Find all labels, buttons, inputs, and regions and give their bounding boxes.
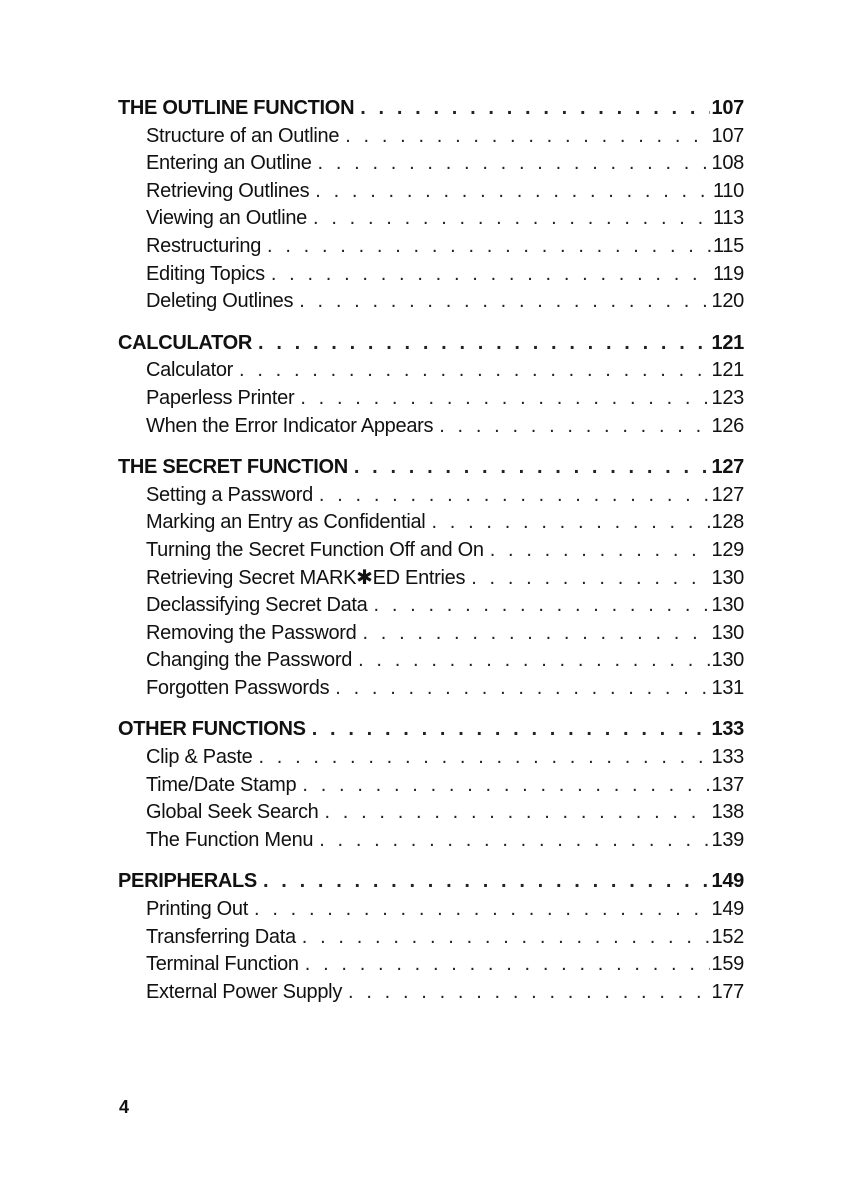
entry-page-number: 133 — [711, 746, 744, 769]
section-page-number: 149 — [711, 870, 744, 893]
dot-leader — [267, 233, 711, 261]
toc-entry — [118, 565, 744, 593]
dot-leader — [490, 537, 710, 565]
toc-entry — [118, 233, 744, 261]
toc-entry — [118, 647, 744, 675]
section-heading — [118, 716, 744, 744]
entry-title: Setting a Password — [146, 483, 313, 506]
entry-page-number: 127 — [711, 483, 744, 506]
toc-entry — [118, 123, 744, 151]
dot-leader — [362, 620, 709, 648]
section-heading — [118, 454, 744, 482]
entry-title: External Power Supply — [146, 980, 343, 1003]
toc-section — [118, 95, 744, 316]
entry-page-number: 119 — [713, 262, 744, 285]
entry-title: Retrieving Secret MARK✱ED Entries — [146, 566, 466, 589]
entry-title: Declassifying Secret Data — [146, 594, 368, 617]
dot-leader — [319, 482, 710, 510]
entry-page-number: 177 — [711, 980, 744, 1003]
section-title: PERIPHERALS — [118, 870, 257, 893]
dot-leader — [358, 647, 709, 675]
entry-page-number: 115 — [713, 234, 744, 257]
section-heading — [118, 95, 744, 123]
section-heading — [118, 868, 744, 896]
dot-leader — [305, 951, 710, 979]
entry-page-number: 130 — [711, 594, 744, 617]
entry-title: Terminal Function — [146, 953, 299, 976]
toc-entry — [118, 827, 744, 855]
entry-page-number: 159 — [711, 953, 744, 976]
dot-leader — [302, 924, 710, 952]
toc-entry — [118, 744, 744, 772]
entry-title: Clip & Paste — [146, 746, 253, 769]
entry-page-number: 139 — [711, 828, 744, 851]
section-title: THE SECRET FUNCTION — [118, 456, 348, 479]
toc-entry — [118, 413, 744, 441]
toc-entry — [118, 979, 744, 1007]
entry-page-number: 107 — [711, 124, 744, 147]
dot-leader — [258, 330, 709, 358]
toc-entry — [118, 537, 744, 565]
dot-leader — [471, 565, 709, 593]
entry-title: When the Error Indicator Appears — [146, 414, 434, 437]
toc-section — [118, 330, 744, 440]
dot-leader — [302, 772, 709, 800]
entry-title: Editing Topics — [146, 262, 265, 285]
dot-leader — [348, 979, 709, 1007]
toc-entry — [118, 357, 744, 385]
entry-title: Global Seek Search — [146, 801, 319, 824]
dot-leader — [258, 744, 709, 772]
toc-entry — [118, 178, 744, 206]
entry-title: Retrieving Outlines — [146, 179, 310, 202]
toc-entry — [118, 482, 744, 510]
entry-page-number: 137 — [711, 773, 744, 796]
entry-title: Marking an Entry as Confidential — [146, 511, 426, 534]
toc-entry — [118, 951, 744, 979]
entry-page-number: 138 — [711, 801, 744, 824]
toc-section — [118, 868, 744, 1006]
toc-entry — [118, 261, 744, 289]
dot-leader — [318, 150, 710, 178]
entry-title: Forgotten Passwords — [146, 676, 330, 699]
entry-page-number: 131 — [711, 676, 744, 699]
entry-title: Turning the Secret Function Off and On — [146, 538, 484, 561]
dot-leader — [374, 592, 710, 620]
page-number: 4 — [119, 1097, 130, 1117]
section-heading — [118, 330, 744, 358]
entry-title: Viewing an Outline — [146, 207, 308, 230]
entry-page-number: 129 — [711, 538, 744, 561]
section-title: THE OUTLINE FUNCTION — [118, 97, 355, 119]
dot-leader — [354, 454, 710, 482]
entry-page-number: 128 — [711, 511, 744, 534]
toc-section — [118, 454, 744, 702]
dot-leader — [439, 413, 709, 441]
section-title: OTHER FUNCTIONS — [118, 718, 306, 741]
dot-leader — [300, 385, 709, 413]
dot-leader — [239, 357, 709, 385]
toc-entry — [118, 772, 744, 800]
toc-entry — [118, 924, 744, 952]
entry-title: Entering an Outline — [146, 152, 312, 175]
dot-leader — [313, 205, 711, 233]
entry-page-number: 149 — [711, 898, 744, 921]
toc-entry — [118, 620, 744, 648]
toc-entry — [118, 150, 744, 178]
entry-title: Paperless Printer — [146, 386, 295, 409]
entry-title: Transferring Data — [146, 925, 296, 948]
toc-entry — [118, 288, 744, 316]
entry-page-number: 113 — [713, 207, 744, 230]
entry-page-number: 110 — [713, 179, 744, 202]
toc-entry — [118, 205, 744, 233]
toc-entry — [118, 799, 744, 827]
entry-page-number: 130 — [711, 621, 744, 644]
dot-leader — [254, 896, 710, 924]
entry-title: Restructuring — [146, 234, 262, 257]
entry-title: Calculator — [146, 359, 234, 382]
toc-entry — [118, 385, 744, 413]
entry-page-number: 120 — [711, 290, 744, 313]
entry-page-number: 121 — [711, 359, 744, 382]
dot-leader — [312, 716, 710, 744]
toc-entry — [118, 675, 744, 703]
dot-leader — [319, 827, 709, 855]
section-page-number: 107 — [711, 97, 744, 119]
entry-page-number: 130 — [711, 566, 744, 589]
entry-page-number: 123 — [711, 386, 744, 409]
toc-entry — [118, 592, 744, 620]
dot-leader — [324, 799, 709, 827]
section-page-number: 133 — [711, 718, 744, 741]
dot-leader — [299, 288, 709, 316]
toc-entry — [118, 896, 744, 924]
entry-title: Structure of an Outline — [146, 124, 340, 147]
entry-page-number: 130 — [711, 649, 744, 672]
section-title: CALCULATOR — [118, 331, 253, 354]
entry-title: Removing the Password — [146, 621, 357, 644]
entry-page-number: 108 — [711, 152, 744, 175]
entry-title: Deleting Outlines — [146, 290, 294, 313]
dot-leader — [431, 509, 709, 537]
section-page-number: 121 — [711, 331, 744, 354]
entry-page-number: 152 — [711, 925, 744, 948]
dot-leader — [360, 95, 709, 123]
dot-leader — [271, 261, 711, 289]
dot-leader — [335, 675, 709, 703]
dot-leader — [315, 178, 711, 206]
dot-leader — [345, 123, 709, 151]
entry-title: Changing the Password — [146, 649, 353, 672]
table-of-contents — [118, 95, 744, 1020]
section-page-number: 127 — [711, 456, 744, 479]
toc-entry — [118, 509, 744, 537]
entry-page-number: 126 — [711, 414, 744, 437]
entry-title: The Function Menu — [146, 828, 314, 851]
entry-title: Time/Date Stamp — [146, 773, 297, 796]
toc-section — [118, 716, 744, 854]
dot-leader — [263, 868, 710, 896]
entry-title: Printing Out — [146, 898, 249, 921]
